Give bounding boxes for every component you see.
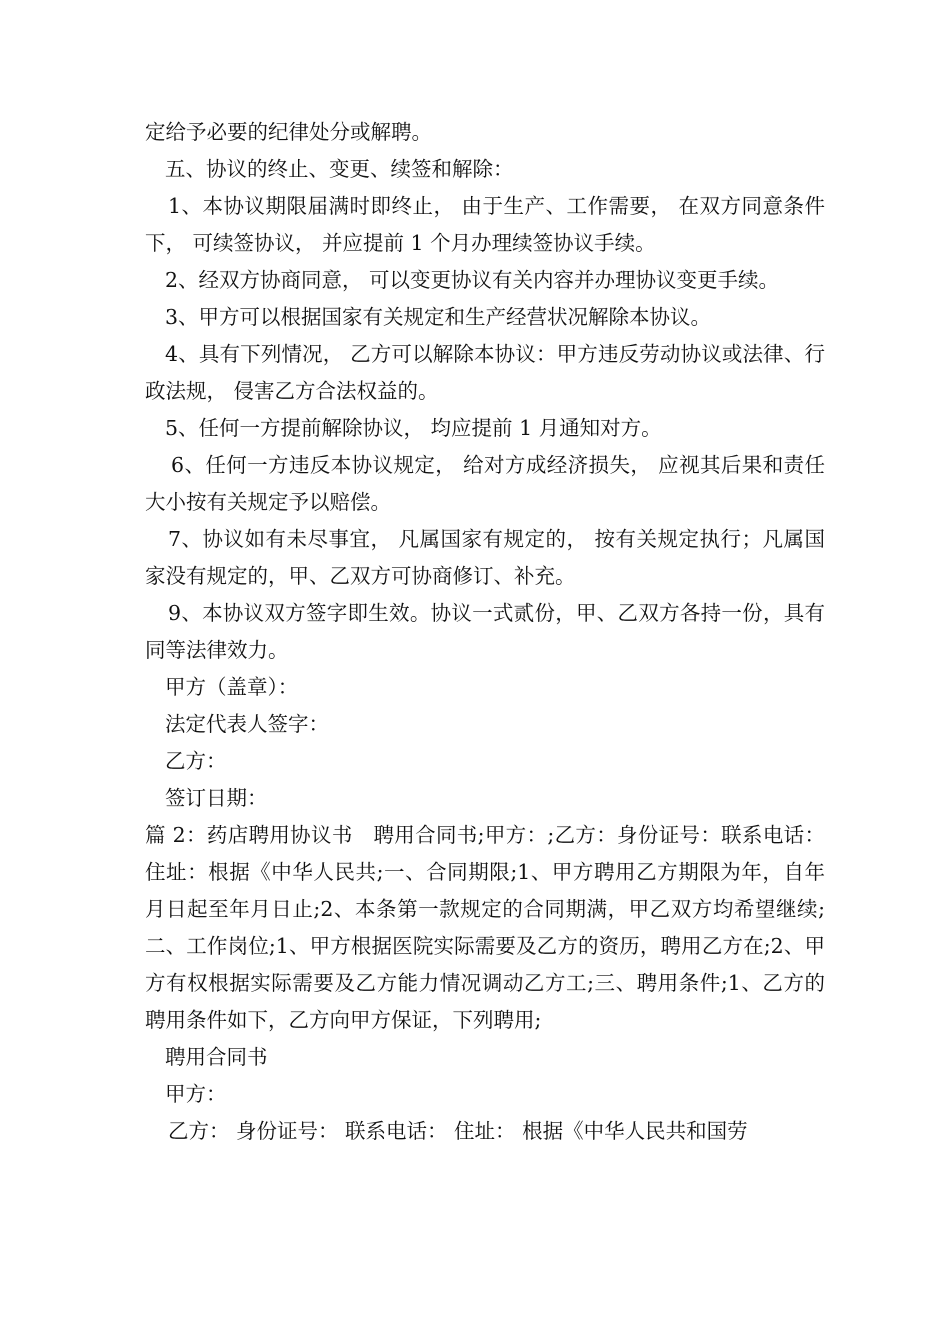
clause-4-rescission: 4、具有下列情况， 乙方可以解除本协议：甲方违反劳动协议或法律、行政法规， 侵害乙方合法权益的。 — [145, 342, 825, 403]
clause-5-notice: 5、任何一方提前解除协议， 均应提前 1 月通知对方。 — [165, 416, 662, 440]
section-2-summary: 篇 2：药店聘用协议书 聘用合同书;甲方：;乙方：身份证号：联系电话：住址：根据《中华人民共;一、合同期限;1、甲方聘用乙方期限为年，自年月日起至年月日止;2、本条第一款规定的合同期满，甲乙双方均希望继续;二、工作岗位;1、甲方根据医院实际需要及乙方的资历，聘用乙方在;2、甲方有权根据实际需要及乙方能力情况调动乙方工;三、聘用条件;1、乙方的聘用条件如下，乙方向甲方保证，下列聘用; — [145, 823, 825, 1032]
clause-2-modification: 2、经双方协商同意， 可以变更协议有关内容并办理协议变更手续。 — [165, 268, 780, 292]
party-a-label: 甲方： — [165, 1082, 227, 1106]
clause-9-effectiveness: 9、本协议双方签字即生效。协议一式贰份，甲、乙双方各持一份，具有同等法律效力。 — [145, 601, 825, 662]
document-body — [145, 114, 825, 1150]
signature-legal-representative: 法定代表人签字： — [165, 712, 329, 736]
clause-3-dissolution: 3、甲方可以根据国家有关规定和生产经营状况解除本协议。 — [165, 305, 712, 329]
contract-title: 聘用合同书 — [165, 1045, 268, 1069]
signature-party-b: 乙方： — [165, 749, 227, 773]
paragraph-discipline-continuation: 定给予必要的纪律处分或解聘。 — [145, 120, 432, 144]
signature-date: 签订日期： — [165, 786, 268, 810]
signature-party-a: 甲方（盖章）： — [165, 675, 299, 699]
clause-1-expiry: 1、本协议期限届满时即终止， 由于生产、工作需要， 在双方同意条件下， 可续签协议， 并应提前 1 个月办理续签协议手续。 — [145, 194, 825, 255]
section-heading-termination: 五、协议的终止、变更、续签和解除： — [165, 157, 514, 181]
party-b-details: 乙方： 身份证号： 联系电话： 住址： 根据《中华人民共和国劳 — [168, 1119, 748, 1143]
clause-7-unresolved-matters: 7、协议如有未尽事宜， 凡属国家有规定的， 按有关规定执行；凡属国家没有规定的，甲、乙双方可协商修订、补充。 — [145, 527, 825, 588]
clause-6-compensation: 6、任何一方违反本协议规定， 给对方成经济损失， 应视其后果和责任大小按有关规定予以赔偿。 — [145, 453, 825, 514]
